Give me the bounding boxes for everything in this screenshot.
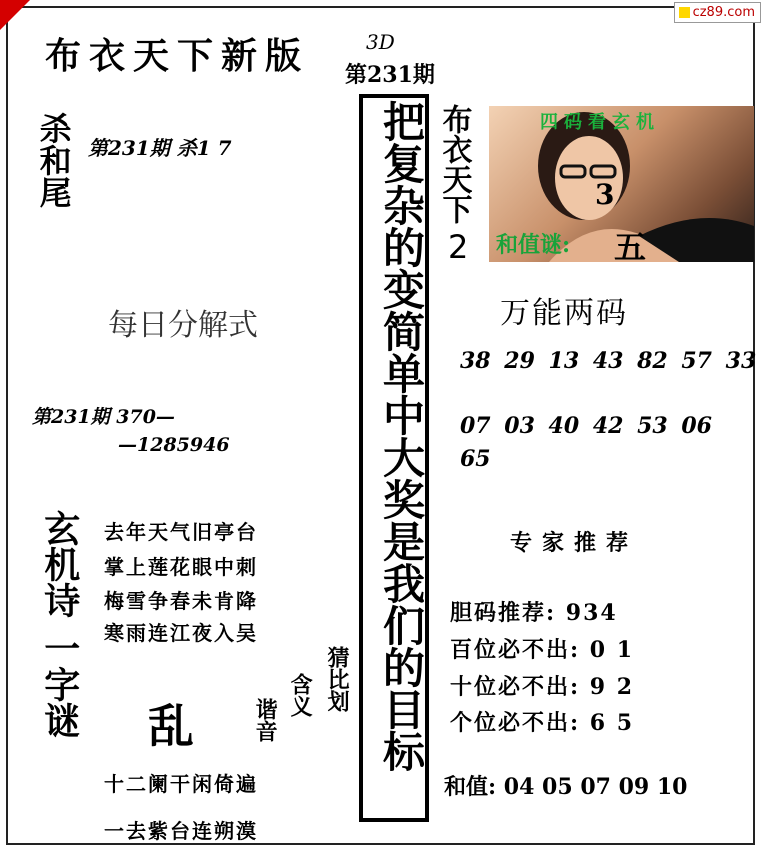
photo-sum-value: 五 <box>614 228 647 266</box>
issue-number: 第231期 <box>345 62 435 88</box>
formula-issue: 第231期 370— <box>32 406 175 428</box>
watermark[interactable] <box>674 2 761 23</box>
photo-number: 3 <box>595 178 615 211</box>
two-code-row: 65 <box>460 446 491 472</box>
page-title: 布衣天下新版 <box>45 35 310 77</box>
riddle-hint-meaning: 含义 <box>287 673 314 717</box>
formula-value: —1285946 <box>118 434 230 456</box>
riddle-line: 一去紫台连朔漠 <box>104 819 258 843</box>
two-code-title: 万能两码 <box>500 296 628 331</box>
two-code-row: 07 03 40 42 53 06 <box>460 413 712 439</box>
recommend-line: 个位必不出: 6 5 <box>450 710 635 736</box>
photo-sum-label: 和值谜: <box>496 232 571 258</box>
riddle-hint-homophone: 谐音 <box>252 698 279 742</box>
two-code-row: 38 29 13 43 82 57 33 <box>460 348 757 374</box>
formula-title: 每日分解式 <box>108 308 258 343</box>
photo-caption: 四码看玄机 <box>540 112 660 133</box>
riddle-line: 十二阑干闲倚遍 <box>104 772 258 796</box>
kill-label: 杀和尾 <box>34 112 73 208</box>
poem-line: 寒雨连江夜入吴 <box>104 621 258 645</box>
watermark-text: cz89.com <box>692 5 755 20</box>
riddle-big-char: 乱 <box>148 699 194 753</box>
kill-text: 第231期 杀1 7 <box>88 136 232 160</box>
riddle-label: 一字谜 <box>38 630 81 738</box>
poem-label: 玄机诗 <box>38 510 81 618</box>
sum-values: 和值: 04 05 07 09 10 <box>444 774 688 800</box>
recommend-line: 胆码推荐: 934 <box>450 600 618 626</box>
recommend-line: 百位必不出: 0 1 <box>450 637 635 663</box>
brand-vertical: 布衣天下 <box>436 104 472 224</box>
expert-title: 专家推荐 <box>510 530 639 556</box>
brand-number: 2 <box>448 228 469 266</box>
slogan-text: 把复杂的变简单中大奖是我们的目标 <box>377 100 426 772</box>
riddle-hint-strokes: 猜比划 <box>324 646 351 712</box>
poem-line: 掌上莲花眼中刺 <box>104 555 258 579</box>
watermark-icon <box>679 7 690 18</box>
poem-line: 梅雪争春未肯降 <box>104 589 258 613</box>
poem-line: 去年天气旧亭台 <box>104 520 258 544</box>
subtitle-3d: 3D <box>366 30 395 54</box>
corner-flag <box>0 0 30 30</box>
recommend-line: 十位必不出: 9 2 <box>450 674 635 700</box>
